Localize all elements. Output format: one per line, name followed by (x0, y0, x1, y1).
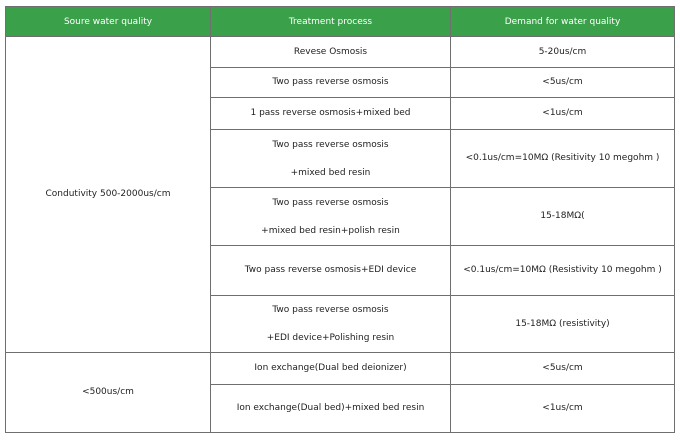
demand-cell: <1us/cm (451, 385, 675, 433)
process-line-1: Two pass reverse osmosis (272, 305, 389, 315)
source-cell: Condutivity 500-2000us/cm (6, 37, 211, 353)
header-demand-water-quality: Demand for water quality (451, 7, 675, 37)
demand-cell: 15-18MΩ( (451, 188, 675, 246)
header-row (6, 7, 675, 37)
demand-cell: <5us/cm (451, 68, 675, 98)
table-row (6, 37, 675, 68)
source-cell: <500us/cm (6, 353, 211, 433)
process-cell (211, 296, 451, 353)
process-cell: Ion exchange(Dual bed deionizer) (211, 353, 451, 385)
process-cell (211, 188, 451, 246)
demand-cell: <5us/cm (451, 353, 675, 385)
demand-cell: <0.1us/cm=10MΩ (Resistivity 10 megohm ) (451, 246, 675, 296)
process-cell: Two pass reverse osmosis (211, 68, 451, 98)
table-row (6, 353, 675, 385)
process-cell: 1 pass reverse osmosis+mixed bed (211, 98, 451, 130)
process-line-1: Two pass reverse osmosis (272, 139, 389, 150)
demand-cell: <0.1us/cm=10MΩ (Resitivity 10 megohm ) (451, 130, 675, 188)
demand-cell: 5-20us/cm (451, 37, 675, 68)
demand-cell: 15-18MΩ (resistivity) (451, 296, 675, 353)
header-source-water-quality: Soure water quality (6, 7, 211, 37)
demand-cell: <1us/cm (451, 98, 675, 130)
process-cell: Revese Osmosis (211, 37, 451, 68)
process-cell (211, 130, 451, 188)
process-cell: Two pass reverse osmosis+EDI device (211, 246, 451, 296)
water-quality-table (5, 6, 675, 433)
process-line-1: Two pass reverse osmosis (272, 197, 389, 208)
header-treatment-process: Treatment process (211, 7, 451, 37)
process-cell: Ion exchange(Dual bed)+mixed bed resin (211, 385, 451, 433)
process-line-2: +EDI device+Polishing resin (266, 333, 395, 343)
process-line-2: +mixed bed resin+polish resin (261, 225, 400, 236)
water-quality-table-container (5, 6, 675, 433)
process-line-2: +mixed bed resin (290, 167, 371, 178)
